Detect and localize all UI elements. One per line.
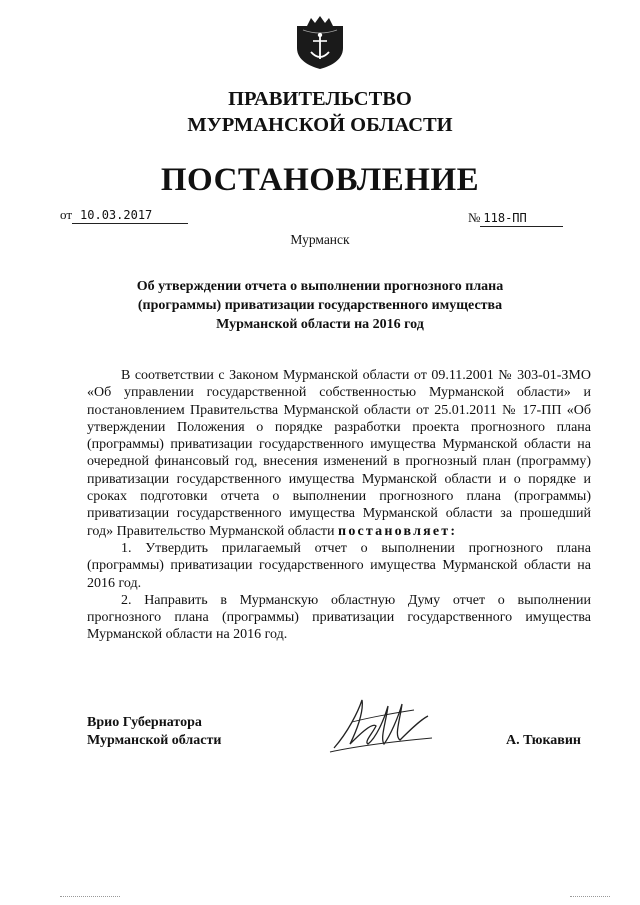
footer-rule-left [60,896,120,898]
preamble-text: В соответствии с Законом Мурманской области от 09.11.2001 № 303-01-ЗМО «Об управлении государственной собственностью Мурманской области» и постановлением Правительства Мурманской области от 25.01.2011 № 17-ПП «Об утверждении Положения о порядке разработки проекта прогнозного плана (программы) приватизации государственного имущества Мурманской области на очередной финансовый год, внесения изменений в прогнозный план (программу) приватизации государственного имущества Мурманской области и о порядке и сроках подготовки отчета о выполнении прогнозного плана (программы) приватизации государственного имущества Мурманской области за прошедший год» Правительство Мурманской области [87,368,591,539]
city-name: Мурманск [290,232,350,247]
government-name-line2: МУРМАНСКОЙ ОБЛАСТИ [187,114,453,136]
footer-rule-right [570,896,610,898]
preamble-paragraph [87,367,591,540]
document-number [468,210,563,227]
coat-of-arms-icon [293,14,347,70]
item-1-paragraph: 1. Утвердить прилагаемый отчет о выполнении прогнозного плана (программы) приватизации государственного имущества Мурманской области на 2016 год. [87,540,591,591]
resolves-colon: : [450,523,456,539]
signatory-position [87,714,221,750]
document-body [87,367,591,644]
document-subject [0,277,640,334]
subject-line2: (программы) приватизации государственного имущества [137,298,503,313]
handwritten-signature-icon [328,692,438,760]
signatory-name: А. Тюкавин [506,733,581,748]
signatory-position-line1: Врио Губернатора [87,715,202,730]
government-name-line1: ПРАВИТЕЛЬСТВО [228,88,412,110]
subject-line3: Мурманской области на 2016 год [216,317,424,332]
document-type-title: ПОСТАНОВЛЕНИЕ [160,162,480,198]
government-name [0,86,640,138]
item-2-paragraph: 2. Направить в Мурманскую областную Думу отчет о выполнении прогнозного плана (программы) приватизации государственного имущества Мурманской области на 2016 год. [87,592,591,643]
date-prefix: от [60,207,73,222]
number-prefix: № [468,210,481,225]
date-value: 10.03.2017 [72,208,188,224]
resolves-word: постановляет [338,523,451,539]
number-value: 118-ПП [480,211,563,227]
subject-line1: Об утверждении отчета о выполнении прогнозного плана [136,279,504,294]
document-date [60,207,188,224]
signatory-position-line2: Мурманской области [87,733,222,748]
